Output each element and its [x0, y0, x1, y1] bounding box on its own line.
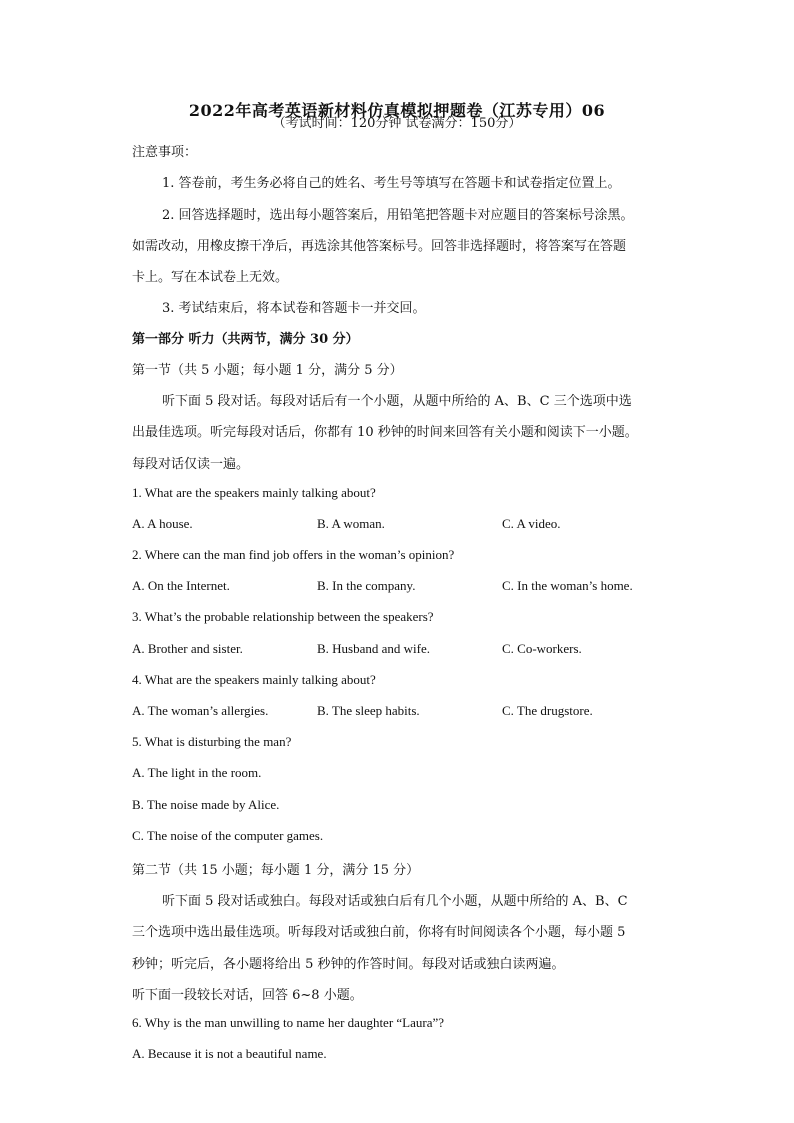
question-1: 1. What are the speakers mainly talking about? [132, 485, 376, 500]
section2-instruction-c: 秒钟；听完后，各小题将给出 5 秒钟的作答时间。每段对话或独白读两遍。 [132, 957, 565, 972]
section2-lead: 听下面一段较长对话，回答 6~8 小题。 [132, 988, 363, 1003]
q6-option-a: A. Because it is not a beautiful name. [132, 1046, 327, 1061]
section2-instruction-a: 听下面 5 段对话或独白。每段对话或独白后有几个小题，从题中所给的 A、B、C [162, 894, 628, 909]
question-3: 3. What’s the probable relationship between the speakers? [132, 609, 434, 624]
note-item-1: 1. 答卷前，考生务必将自己的姓名、考生号等填写在答题卡和试卷指定位置上。 [162, 176, 621, 191]
exam-subtitle: （考试时间：120分钟 试卷满分：150分） [272, 116, 522, 131]
section2-instruction-b: 三个选项中选出最佳选项。听每段对话或独白前，你将有时间阅读各个小题，每小题 5 [132, 925, 626, 940]
section1-heading: 第一节（共 5 小题；每小题 1 分，满分 5 分） [132, 363, 403, 378]
exam-title: 2022年高考英语新材料仿真模拟押题卷（江苏专用）06 [188, 101, 606, 120]
section1-instruction-b: 出最佳选项。听完每段对话后，你都有 10 秒钟的时间来回答有关小题和阅读下一小题。 [132, 425, 638, 440]
note-item-3: 3. 考试结束后，将本试卷和答题卡一并交回。 [162, 301, 426, 316]
q5-option-c: C. The noise of the computer games. [132, 828, 324, 843]
question-2: 2. Where can the man find job offers in the woman’s opinion? [132, 547, 455, 562]
question-6: 6. Why is the man unwilling to name her daughter “Laura”? [132, 1015, 445, 1030]
q2-option-a: A. On the Internet. [132, 578, 230, 593]
q2-option-c: C. In the woman’s home. [502, 578, 633, 593]
q4-option-b: B. The sleep habits. [317, 703, 420, 718]
q3-option-c: C. Co-workers. [502, 641, 582, 656]
q1-option-b: B. A woman. [317, 516, 385, 531]
section1-instruction-a: 听下面 5 段对话。每段对话后有一个小题，从题中所给的 A、B、C 三个选项中选 [162, 394, 632, 409]
note-item-2b: 如需改动，用橡皮擦干净后，再选涂其他答案标号。回答非选择题时，将答案写在答题 [132, 239, 627, 254]
section1-instruction-c: 每段对话仅读一遍。 [132, 457, 250, 472]
q5-option-b: B. The noise made by Alice. [132, 797, 280, 812]
note-item-2c: 卡上。写在本试卷上无效。 [132, 270, 289, 285]
q4-option-a: A. The woman’s allergies. [132, 703, 269, 718]
part1-heading: 第一部分 听力（共两节，满分 30 分） [132, 332, 359, 347]
q1-option-c: C. A video. [502, 516, 561, 531]
question-4: 4. What are the speakers mainly talking about? [132, 672, 376, 687]
q4-option-c: C. The drugstore. [502, 703, 593, 718]
q3-option-b: B. Husband and wife. [317, 641, 431, 656]
q3-option-a: A. Brother and sister. [132, 641, 243, 656]
note-item-2a: 2. 回答选择题时，选出每小题答案后，用铅笔把答题卡对应题目的答案标号涂黑。 [162, 208, 634, 223]
section2-heading: 第二节（共 15 小题；每小题 1 分，满分 15 分） [132, 863, 420, 878]
q2-option-b: B. In the company. [317, 578, 416, 593]
question-5: 5. What is disturbing the man? [132, 734, 292, 749]
q1-option-a: A. A house. [132, 516, 193, 531]
notes-heading: 注意事项： [132, 145, 198, 160]
q5-option-a: A. The light in the room. [132, 765, 262, 780]
